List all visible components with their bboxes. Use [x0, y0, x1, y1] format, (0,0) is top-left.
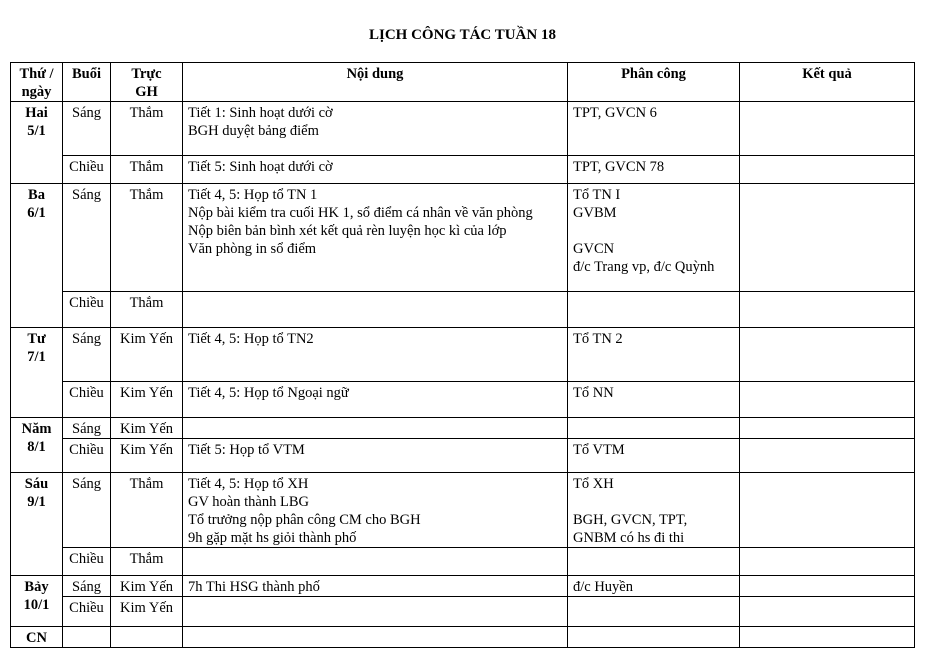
assignment-cell — [568, 156, 740, 184]
assignment-line — [573, 493, 734, 511]
assignment-cell — [568, 627, 740, 648]
session-cell: Sáng — [63, 418, 111, 439]
day-date: 9/1 — [27, 494, 46, 510]
assignment-cell — [568, 548, 740, 576]
day-cell — [11, 576, 63, 627]
day-cell — [11, 102, 63, 184]
assignment-cell — [568, 102, 740, 156]
content-cell — [183, 627, 568, 648]
assignment-cell — [568, 597, 740, 627]
result-cell — [740, 418, 915, 439]
schedule-row — [11, 156, 915, 184]
assignment-line: TPT, GVCN 78 — [573, 159, 665, 175]
content-line: Tiết 5: Sinh hoạt dưới cờ — [188, 159, 333, 175]
schedule-row — [11, 328, 915, 382]
content-cell — [183, 292, 568, 328]
assignment-cell — [568, 292, 740, 328]
content-cell — [183, 576, 568, 597]
day-name: Bảy — [24, 579, 49, 595]
day-name: Sáu — [24, 476, 49, 492]
assignment-cell — [568, 439, 740, 473]
result-cell — [740, 382, 915, 418]
content-cell — [183, 439, 568, 473]
header-assignment: Phân công — [568, 63, 740, 102]
duty-cell: Kim Yến — [111, 597, 183, 627]
duty-cell: Kim Yến — [111, 439, 183, 473]
session-cell: Chiều — [63, 382, 111, 418]
duty-cell: Thắm — [111, 184, 183, 292]
assignment-line: Tổ TN 2 — [573, 331, 623, 347]
result-cell — [740, 627, 915, 648]
duty-cell: Kim Yến — [111, 576, 183, 597]
assignment-cell — [568, 473, 740, 548]
content-line: Văn phòng in sổ điểm — [188, 241, 317, 257]
result-cell — [740, 576, 915, 597]
day-cell — [11, 473, 63, 576]
schedule-row — [11, 382, 915, 418]
content-line: Tiết 4, 5: Họp tổ TN2 — [188, 331, 314, 347]
duty-cell: Thắm — [111, 156, 183, 184]
content-line: Tiết 5: Họp tổ VTM — [188, 442, 305, 458]
assignment-line: GVBM — [573, 205, 617, 221]
result-cell — [740, 156, 915, 184]
day-date: 6/1 — [27, 205, 46, 221]
content-cell — [183, 473, 568, 548]
content-cell — [183, 184, 568, 292]
assignment-cell — [568, 382, 740, 418]
assignment-line: Tổ TN I — [573, 187, 621, 203]
day-cell — [11, 627, 63, 648]
day-cell — [11, 328, 63, 418]
day-name: Ba — [28, 187, 45, 203]
schedule-row — [11, 473, 915, 548]
day-name: Năm — [21, 421, 52, 437]
result-cell — [740, 184, 915, 292]
day-name: Hai — [25, 105, 48, 121]
assignment-line: TPT, GVCN 6 — [573, 105, 657, 121]
schedule-row — [11, 439, 915, 473]
schedule-row — [11, 292, 915, 328]
assignment-line: đ/c Huyền — [573, 579, 633, 595]
content-cell — [183, 418, 568, 439]
assignment-cell — [568, 184, 740, 292]
duty-cell — [111, 627, 183, 648]
schedule-body — [11, 102, 915, 648]
session-cell: Sáng — [63, 473, 111, 548]
content-cell — [183, 156, 568, 184]
header-result: Kết quả — [740, 63, 915, 102]
header-session: Buổi — [63, 63, 111, 102]
assignment-line: GNBM có hs đi thi — [573, 530, 685, 546]
content-line: Tiết 4, 5: Họp tổ TN 1 — [188, 187, 318, 203]
session-cell: Sáng — [63, 184, 111, 292]
duty-cell: Thắm — [111, 292, 183, 328]
header-day: Thứ / ngày — [11, 63, 63, 102]
content-line: Nộp bài kiểm tra cuối HK 1, sổ điểm cá nhân về văn phòng — [188, 205, 533, 221]
result-cell — [740, 292, 915, 328]
duty-cell: Kim Yến — [111, 328, 183, 382]
schedule-row — [11, 184, 915, 292]
assignment-line: Tổ VTM — [573, 442, 625, 458]
day-name: Tư — [27, 331, 46, 347]
schedule-row — [11, 627, 915, 648]
session-cell: Chiều — [63, 439, 111, 473]
content-cell — [183, 328, 568, 382]
day-date: 7/1 — [27, 349, 46, 365]
result-cell — [740, 548, 915, 576]
session-cell: Sáng — [63, 102, 111, 156]
content-line: Tiết 4, 5: Họp tổ Ngoại ngữ — [188, 385, 349, 401]
schedule-row — [11, 597, 915, 627]
day-date: 5/1 — [27, 123, 46, 139]
content-line: 7h Thi HSG thành phố — [188, 579, 320, 595]
assignment-line: Tổ XH — [573, 476, 614, 492]
content-cell — [183, 382, 568, 418]
session-cell: Chiều — [63, 597, 111, 627]
content-line: GV hoàn thành LBG — [188, 494, 309, 510]
content-line: Tổ trưởng nộp phân công CM cho BGH — [188, 512, 421, 528]
duty-cell: Thắm — [111, 473, 183, 548]
day-date: 10/1 — [23, 597, 50, 613]
duty-cell: Kim Yến — [111, 382, 183, 418]
session-cell: Sáng — [63, 328, 111, 382]
duty-cell: Thắm — [111, 102, 183, 156]
result-cell — [740, 328, 915, 382]
assignment-line — [573, 222, 734, 240]
page-title: LỊCH CÔNG TÁC TUẦN 18 — [369, 27, 556, 43]
schedule-table — [10, 62, 915, 648]
result-cell — [740, 439, 915, 473]
assignment-line: đ/c Trang vp, đ/c Quỳnh — [573, 259, 715, 275]
result-cell — [740, 473, 915, 548]
content-line: Tiết 4, 5: Họp tổ XH — [188, 476, 309, 492]
session-cell — [63, 627, 111, 648]
session-cell: Chiều — [63, 292, 111, 328]
session-cell: Chiều — [63, 548, 111, 576]
schedule-row — [11, 576, 915, 597]
header-content: Nội dung — [183, 63, 568, 102]
content-line: Nộp biên bản bình xét kết quả rèn luyện học kì của lớp — [188, 223, 507, 239]
assignment-cell — [568, 328, 740, 382]
content-cell — [183, 548, 568, 576]
day-cell — [11, 418, 63, 473]
assignment-cell — [568, 576, 740, 597]
content-cell — [183, 597, 568, 627]
day-cell — [11, 184, 63, 328]
session-cell: Chiều — [63, 156, 111, 184]
result-cell — [740, 597, 915, 627]
content-cell — [183, 102, 568, 156]
header-duty: Trực GH — [111, 63, 183, 102]
header-row — [11, 63, 915, 102]
schedule-row — [11, 548, 915, 576]
content-line: BGH duyệt bảng điểm — [188, 123, 319, 139]
duty-cell: Kim Yến — [111, 418, 183, 439]
duty-cell: Thắm — [111, 548, 183, 576]
assignment-line: BGH, GVCN, TPT, — [573, 512, 688, 528]
assignment-line: GVCN — [573, 241, 615, 257]
schedule-row — [11, 418, 915, 439]
day-name: CN — [26, 630, 47, 646]
day-date: 8/1 — [27, 439, 46, 455]
assignment-line: Tổ NN — [573, 385, 614, 401]
schedule-row — [11, 102, 915, 156]
result-cell — [740, 102, 915, 156]
content-line: 9h gặp mặt hs giỏi thành phố — [188, 530, 357, 546]
session-cell: Sáng — [63, 576, 111, 597]
assignment-cell — [568, 418, 740, 439]
content-line: Tiết 1: Sinh hoạt dưới cờ — [188, 105, 333, 121]
